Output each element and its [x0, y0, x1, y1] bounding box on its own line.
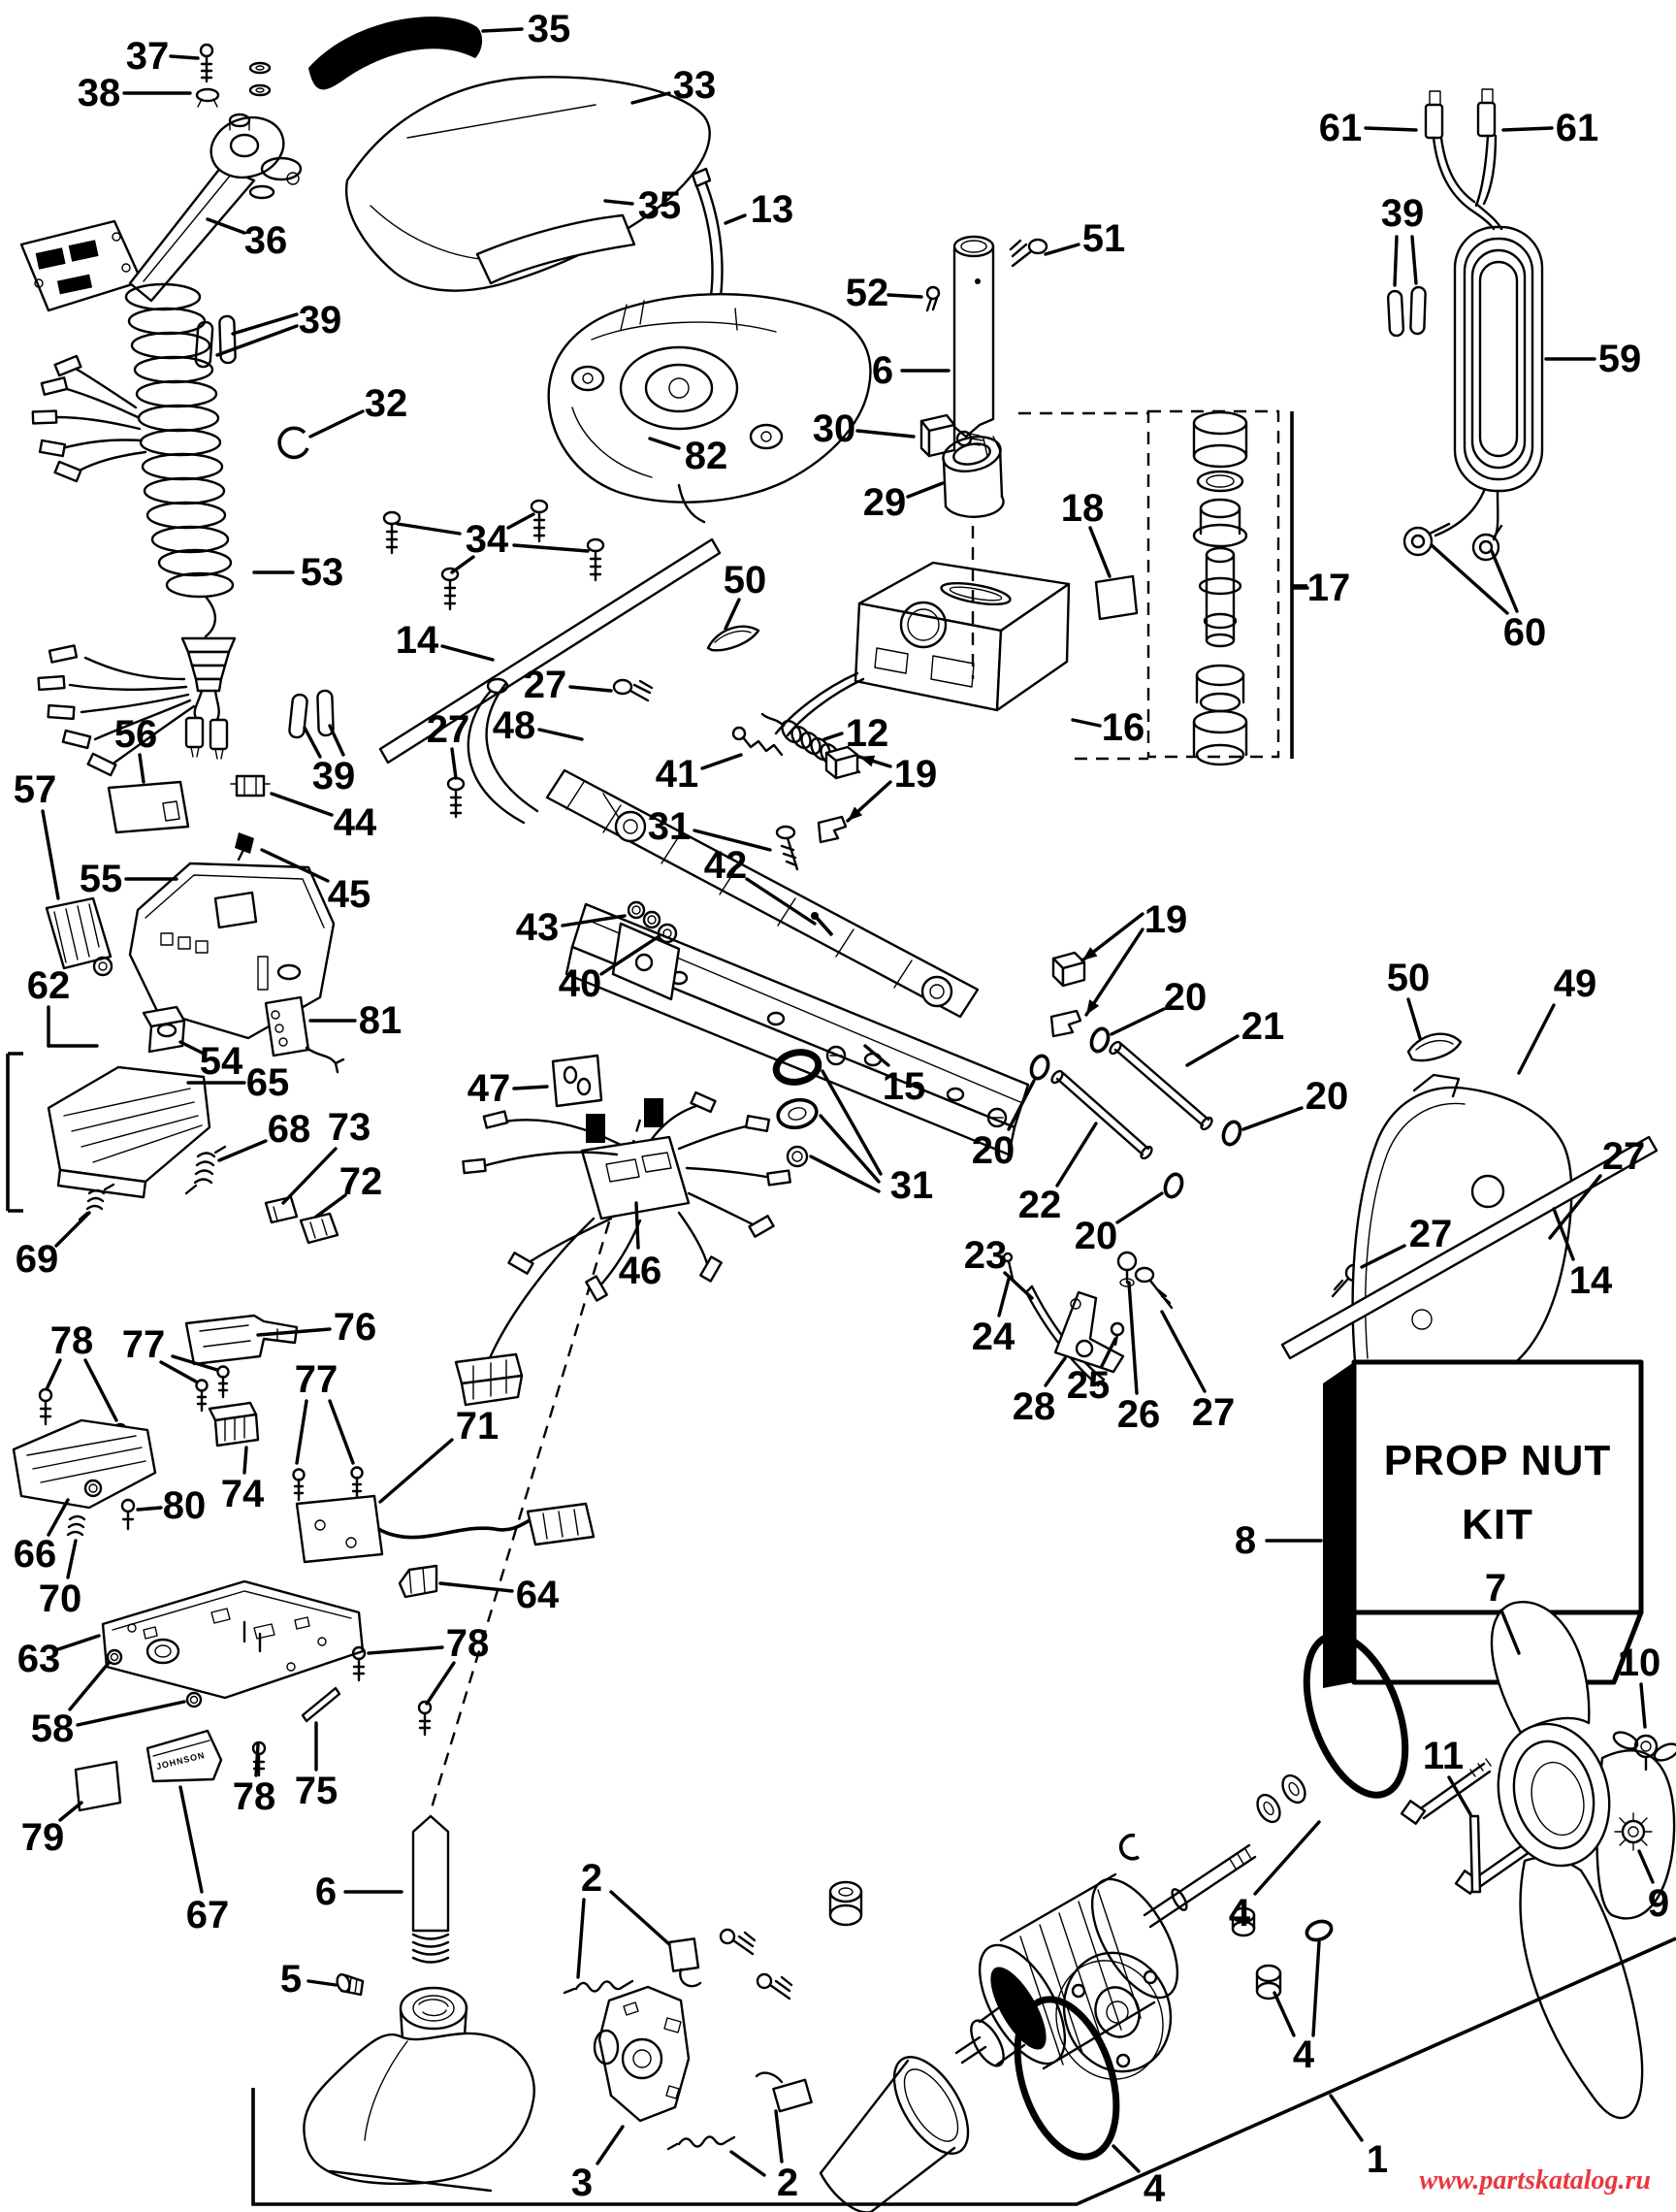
- callout-80-93: 80: [162, 1484, 207, 1527]
- callout-76-87: 76: [333, 1306, 377, 1349]
- leader-line-2: [776, 2111, 782, 2162]
- brand-text: JOHNSON: [155, 1749, 207, 1773]
- leader-line-61: [1366, 128, 1416, 130]
- leader-arrowhead-19: [1086, 999, 1099, 1015]
- callout-27-12: 27: [426, 708, 470, 751]
- leader-line-26: [1129, 1283, 1137, 1393]
- callout-33-3: 33: [672, 64, 717, 107]
- callout-43-29: 43: [515, 906, 560, 949]
- part-41-spring-terminal: [733, 728, 782, 755]
- leader-line-71: [380, 1440, 452, 1502]
- callout-57-74: 57: [13, 768, 57, 811]
- part-38-hardware: [197, 63, 270, 107]
- leader-line-20: [1243, 1108, 1302, 1129]
- prop-nut-kit-label-line2: KIT: [1462, 1501, 1533, 1548]
- part-19-clips-b: [1051, 953, 1084, 1036]
- leader-line-28: [1046, 1358, 1065, 1385]
- callout-9-56: 9: [1647, 1882, 1670, 1925]
- callout-78-103: 78: [445, 1622, 490, 1665]
- callout-47-32: 47: [467, 1067, 511, 1110]
- callout-22-40: 22: [1017, 1184, 1062, 1226]
- leader-line-30: [857, 431, 914, 437]
- callout-26-51: 26: [1116, 1393, 1161, 1436]
- callout-7-54: 7: [1484, 1567, 1507, 1610]
- leader-line-35: [483, 29, 522, 31]
- callout-65-81: 65: [245, 1061, 290, 1104]
- leader-line-21: [1187, 1036, 1238, 1065]
- leader-line-47: [514, 1087, 547, 1089]
- part-64-clip: [400, 1566, 436, 1597]
- callout-20-39: 20: [971, 1129, 1015, 1172]
- callout-72-85: 72: [338, 1160, 383, 1203]
- callout-20-36: 20: [1163, 976, 1208, 1019]
- screws-lower-center: [721, 1930, 791, 1999]
- callout-13-15: 13: [750, 188, 794, 231]
- callout-19-25: 19: [893, 753, 938, 796]
- leader-line-52: [888, 295, 921, 297]
- leader-line-64: [440, 1583, 512, 1591]
- leader-line-58: [78, 1702, 184, 1725]
- callout-56-73: 56: [113, 713, 158, 756]
- leader-line-23: [1005, 1273, 1032, 1298]
- leader-line-16: [1073, 720, 1100, 726]
- part-15-mount-rail: [566, 904, 1028, 1155]
- part-59-cable-bundle: [1435, 204, 1542, 539]
- part-36-steering-handle: [21, 109, 301, 310]
- leader-line-3: [597, 2127, 623, 2163]
- leader-line-50: [725, 600, 739, 629]
- part-71-pcb-lead: [297, 1496, 594, 1562]
- leader-line-34: [514, 545, 588, 551]
- part-45-grommet: [235, 832, 254, 860]
- leader-line-24: [999, 1279, 1009, 1316]
- part-39-tubes-top: [195, 316, 235, 368]
- callout-19-35: 19: [1144, 898, 1188, 941]
- callout-45-77: 45: [327, 873, 371, 916]
- leader-line-68: [219, 1141, 266, 1160]
- callout-73-84: 73: [327, 1106, 371, 1149]
- callout-20-38: 20: [1305, 1075, 1349, 1118]
- part-47-plate: [553, 1056, 601, 1106]
- part-60-ring-terminals: [1404, 524, 1501, 560]
- callout-50-43: 50: [1386, 957, 1431, 999]
- callout-27-52: 27: [1191, 1391, 1236, 1434]
- leader-line-78: [85, 1360, 116, 1420]
- part-11-drive-pin: [1470, 1816, 1480, 1892]
- callout-58-98: 58: [30, 1708, 75, 1750]
- part-31-screw-center: [777, 827, 797, 869]
- callout-6-19: 6: [871, 349, 894, 392]
- part-39-tubes-mid: [289, 691, 334, 738]
- leader-line-31: [821, 1116, 879, 1182]
- parts-72-73-latches: [266, 1197, 338, 1243]
- wire-fan-lower: [39, 645, 194, 775]
- callout-30-20: 30: [812, 407, 856, 450]
- callout-24-48: 24: [971, 1316, 1015, 1358]
- leader-line-4: [1255, 1822, 1319, 1894]
- part-70-spring: [68, 1516, 84, 1535]
- leader-line-2: [611, 1892, 669, 1944]
- leader-line-77: [161, 1362, 196, 1382]
- callout-10-55: 10: [1617, 1642, 1661, 1684]
- watermark: www.partskatalog.ru: [1419, 2165, 1651, 2196]
- leader-line-2: [731, 2152, 764, 2175]
- leader-line-27: [1162, 1312, 1205, 1391]
- leader-line-14: [442, 646, 493, 660]
- callout-4-58: 4: [1228, 1892, 1251, 1935]
- callout-38-1: 38: [77, 72, 121, 114]
- leader-line-69: [56, 1213, 89, 1246]
- leader-line-49: [1519, 1005, 1554, 1073]
- callout-81-82: 81: [358, 999, 403, 1042]
- leader-line-46: [636, 1203, 638, 1248]
- leader-line-73: [283, 1149, 336, 1203]
- leader-line-63: [58, 1636, 99, 1649]
- leader-line-20: [1117, 1193, 1162, 1222]
- callout-18-22: 18: [1060, 487, 1105, 530]
- callout-64-94: 64: [515, 1574, 560, 1616]
- part-78-screws-c: [353, 1647, 431, 1735]
- callout-60-66: 60: [1502, 611, 1547, 654]
- callout-71-92: 71: [455, 1405, 500, 1448]
- leader-line-78: [256, 1744, 258, 1775]
- callout-31-27: 31: [647, 805, 692, 848]
- callout-40-30: 40: [558, 962, 602, 1005]
- callout-3-70: 3: [570, 2162, 594, 2204]
- callout-8-53: 8: [1234, 1519, 1257, 1562]
- callout-27-46: 27: [1408, 1213, 1453, 1255]
- leader-line-77: [297, 1401, 306, 1463]
- callout-16-23: 16: [1101, 706, 1145, 749]
- callout-78-101: 78: [232, 1775, 276, 1818]
- callout-21-37: 21: [1241, 1005, 1285, 1048]
- leader-line-34: [398, 524, 460, 534]
- part-65-pedal-top: [48, 1067, 210, 1197]
- part-66-pedal-base: [14, 1420, 155, 1508]
- callout-78-88: 78: [49, 1319, 94, 1362]
- leader-line-66: [48, 1500, 68, 1535]
- part-54-switch: [144, 1007, 184, 1052]
- callout-1-61: 1: [1366, 2138, 1389, 2181]
- callout-77-90: 77: [294, 1358, 338, 1401]
- leader-line-20: [1112, 1009, 1164, 1034]
- callout-27-45: 27: [1601, 1135, 1646, 1178]
- part-49-side-cover: [1353, 1075, 1572, 1387]
- callout-5-71: 5: [279, 1958, 303, 2001]
- callout-75-102: 75: [294, 1770, 338, 1812]
- leader-line-48: [539, 730, 582, 739]
- part-44-clip: [231, 776, 270, 796]
- leader-line-70: [68, 1541, 76, 1578]
- leader-line-29: [908, 483, 943, 497]
- part-39-tubes-right: [1388, 287, 1426, 337]
- callout-2-69: 2: [776, 2162, 799, 2204]
- callout-14-47: 14: [1568, 1259, 1613, 1302]
- leader-line-78: [369, 1647, 442, 1653]
- leader-line-13: [725, 215, 745, 223]
- callout-63-97: 63: [16, 1638, 61, 1680]
- leader-line-39: [1412, 237, 1416, 283]
- leader-line-27: [570, 687, 611, 691]
- leader-line-39: [1395, 237, 1397, 285]
- part-50-clip-a: [708, 627, 758, 651]
- leader-line-12: [824, 733, 842, 739]
- callout-74-91: 74: [220, 1473, 265, 1515]
- part-27-screw-b: [448, 778, 464, 817]
- callout-50-13: 50: [723, 559, 767, 602]
- part-21-rod: [1108, 1040, 1213, 1131]
- callout-77-89: 77: [121, 1323, 166, 1366]
- callout-79-99: 79: [20, 1816, 65, 1859]
- leader-line-4: [1113, 2146, 1139, 2171]
- leader-line-39: [330, 726, 343, 755]
- leader-line-31: [811, 1156, 879, 1191]
- leader-line-19: [1086, 929, 1143, 1015]
- leader-line-78: [427, 1663, 454, 1704]
- callout-39-64: 39: [1380, 192, 1425, 235]
- callout-23-42: 23: [963, 1234, 1008, 1277]
- leader-line-5: [308, 1981, 336, 1985]
- leader-line-1: [1331, 2096, 1362, 2140]
- callout-15-31: 15: [882, 1065, 926, 1108]
- callout-67-100: 67: [185, 1894, 230, 1936]
- callout-68-83: 68: [267, 1108, 311, 1151]
- part-37-screw: [201, 45, 212, 81]
- callout-4-60: 4: [1143, 2167, 1166, 2210]
- callout-28-49: 28: [1012, 1385, 1056, 1428]
- part-30-clamp: [921, 415, 983, 456]
- callout-35-2: 35: [527, 8, 571, 50]
- callout-34-8: 34: [465, 518, 509, 561]
- part-56-decal: [109, 782, 188, 832]
- part-6-lower-tube: [413, 1816, 448, 1963]
- part-50-clip-b: [1408, 1034, 1461, 1060]
- leader-line-4: [1274, 1993, 1294, 2035]
- part-27-screw-a: [614, 680, 652, 700]
- callout-17-67: 17: [1306, 567, 1351, 609]
- leader-line-41: [702, 755, 741, 768]
- part-27-screw-d: [1136, 1268, 1172, 1308]
- leader-line-56: [140, 755, 144, 782]
- leader-line-10: [1641, 1684, 1645, 1727]
- leader-line-74: [244, 1448, 246, 1473]
- part-74-contact-block: [210, 1403, 258, 1446]
- part-80-screw: [122, 1500, 134, 1529]
- leader-line-34: [508, 514, 533, 528]
- part-3-lower-housing: [595, 1987, 689, 2121]
- callout-66-95: 66: [13, 1533, 57, 1576]
- callout-31-34: 31: [889, 1164, 934, 1207]
- leader-line-11: [1449, 1777, 1470, 1814]
- callout-49-44: 49: [1553, 962, 1597, 1005]
- leader-line-18: [1090, 528, 1110, 576]
- leader-line-77: [330, 1401, 353, 1463]
- part-68-spring: [186, 1147, 225, 1193]
- callout-61-63: 61: [1555, 107, 1599, 149]
- part-1-motor-housing-tube: [821, 2045, 983, 2212]
- callout-54-80: 54: [199, 1040, 243, 1083]
- dashed-align-line: [430, 1120, 640, 1814]
- callout-36-4: 36: [243, 219, 288, 262]
- leader-line-2: [578, 1900, 584, 1977]
- part-52-screw: [927, 287, 939, 310]
- leader-line-50: [1408, 999, 1420, 1038]
- leader-line-32: [310, 411, 363, 437]
- callout-11-57: 11: [1422, 1735, 1465, 1777]
- callout-25-50: 25: [1066, 1364, 1111, 1407]
- prop-nut-kit-label-line1: PROP NUT: [1383, 1437, 1612, 1484]
- callout-44-76: 44: [333, 801, 377, 844]
- callout-37-0: 37: [125, 35, 170, 78]
- part-26-knob: [1118, 1252, 1136, 1286]
- callout-42-28: 42: [703, 844, 748, 887]
- leader-line-80: [138, 1508, 161, 1510]
- wire-fan-upper: [33, 356, 145, 481]
- leader-line-67: [180, 1787, 202, 1892]
- callout-52-18: 52: [845, 272, 889, 314]
- part-6-upper-tube: [954, 237, 993, 437]
- part-22-rod: [1049, 1069, 1153, 1160]
- part-62-bracket-lines: [8, 1054, 23, 1211]
- part-18-decal: [1096, 576, 1137, 619]
- part-63-base-plate: [103, 1581, 363, 1698]
- leader-line-22: [1057, 1123, 1096, 1186]
- leader-line-78: [47, 1360, 60, 1389]
- callout-61-62: 61: [1318, 107, 1363, 149]
- leader-line-37: [171, 56, 198, 58]
- part-76-latch-plate: [186, 1316, 297, 1364]
- callout-35-16: 35: [637, 184, 682, 227]
- part-67-brand-casing: [147, 1731, 221, 1781]
- callout-48-11: 48: [492, 704, 536, 747]
- leader-arrowhead-19: [859, 756, 875, 766]
- part-32-c-clip: [279, 428, 307, 457]
- callout-69-86: 69: [15, 1238, 59, 1281]
- callout-4-59: 4: [1292, 2033, 1315, 2076]
- leader-line-27: [452, 749, 456, 778]
- callout-27-10: 27: [523, 664, 567, 706]
- callout-53-7: 53: [300, 551, 344, 594]
- callout-39-5: 39: [298, 299, 342, 342]
- callout-70-96: 70: [38, 1578, 82, 1620]
- callout-14-9: 14: [395, 619, 439, 662]
- callout-46-33: 46: [618, 1250, 662, 1292]
- part-5-plug: [336, 1973, 363, 1995]
- callout-2-68: 2: [580, 1857, 603, 1900]
- callout-32-6: 32: [364, 382, 408, 425]
- callout-29-21: 29: [862, 481, 907, 524]
- callout-59-65: 59: [1597, 338, 1642, 380]
- part-16-motor-pod: [776, 563, 1069, 735]
- callout-12-24: 12: [845, 712, 889, 755]
- part-75-pin: [303, 1688, 339, 1721]
- leader-line-57: [43, 811, 58, 898]
- callout-41-26: 41: [655, 753, 699, 796]
- leader-line-51: [1046, 244, 1079, 254]
- leader-line-39: [305, 728, 320, 757]
- nose-cone: [304, 1988, 533, 2191]
- callout-20-41: 20: [1074, 1215, 1118, 1257]
- leader-line-4: [1313, 1942, 1319, 2035]
- callout-6-72: 6: [314, 1870, 338, 1913]
- part-51-screw: [1011, 240, 1047, 266]
- leader-line-61: [1503, 128, 1552, 130]
- callout-39-75: 39: [311, 755, 356, 797]
- leader-line-58: [70, 1663, 109, 1709]
- callout-55-78: 55: [79, 858, 123, 900]
- part-61-battery-lugs: [1426, 89, 1496, 210]
- prop-nut-kit-box: [1323, 1362, 1641, 1688]
- callout-51-17: 51: [1081, 217, 1126, 260]
- callout-62-79: 62: [26, 964, 71, 1007]
- part-35-spray-deflector: [308, 16, 482, 89]
- callout-82-14: 82: [684, 435, 728, 477]
